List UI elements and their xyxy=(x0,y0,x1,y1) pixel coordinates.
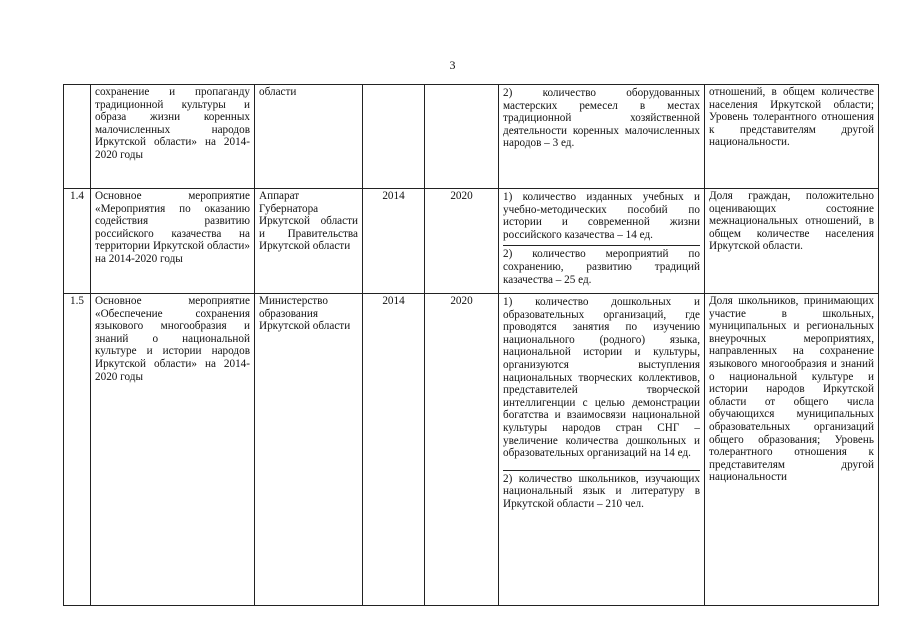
target-indicators: отношений, в общем количестве населения Иркутской области; Уровень толерантного отношения к представителям другой национальности. xyxy=(705,85,879,189)
expected-results xyxy=(499,85,705,189)
page-number: 3 xyxy=(449,58,456,72)
year-end xyxy=(425,85,499,189)
table-row xyxy=(64,85,879,189)
target-indicators: Доля граждан, положительно оценивающих состояние межнациональных отношений, в общем количестве населения Иркутской области. xyxy=(705,189,879,294)
result-item: 2) количество мероприятий по сохранению, развитию традиций казачества – 25 ед. xyxy=(503,245,700,288)
row-number: 1.5 xyxy=(64,294,91,606)
target-indicators: Доля школьников, принимающих участие в школьных, муниципальных и региональных внеурочных мероприятиях, направленных на сохранение языкового многообразия и знаний о национальной культуре и истории народов Иркутской области от общего числа обучающихся муниципальных образовательных организаций общего образования; Уровень толерантного отношения к представителям другой национальности xyxy=(705,294,879,606)
program-table xyxy=(63,84,879,606)
measure-name: Основное мероприятие «Обеспечение сохранения языкового многообразия и знаний о национальной культуре и истории народов Иркутской области» на 2014-2020 годы xyxy=(91,294,255,606)
year-start: 2014 xyxy=(363,294,425,606)
executor: области xyxy=(255,85,363,189)
table-row xyxy=(64,294,879,606)
year-end: 2020 xyxy=(425,189,499,294)
year-start: 2014 xyxy=(363,189,425,294)
row-number: 1.4 xyxy=(64,189,91,294)
measure-name: Основное мероприятие «Мероприятия по оказанию содействия развитию российского казачества на территории Иркутской области» на 2014-2020 годы xyxy=(91,189,255,294)
measure-name: сохранение и пропаганду традиционной культуры и образа жизни коренных малочисленных народов Иркутской области» на 2014-2020 годы xyxy=(91,85,255,189)
result-item: 1) количество изданных учебных и учебно-методических пособий по истории и современной жизни российского казачества – 14 ед. xyxy=(503,191,700,241)
result-item: 1) количество дошкольных и образовательных организаций, где проводятся занятия по изучению национального (родного) языка, национальной истории и культуры, организуются выступления национальных творческих коллективов, представителей творческой интеллигенции с целью демонстрации богатства и взаимосвязи национальной культуры народов стран СНГ – увеличение количества дошкольных и образовательных организаций на 14 ед. xyxy=(503,296,700,460)
year-start xyxy=(363,85,425,189)
executor: Министерство образования Иркутской области xyxy=(255,294,363,606)
result-item: 2) количество оборудованных мастерских ремесел в местах традиционной хозяйственной деятельности коренных малочисленных народов – 3 ед. xyxy=(503,87,700,150)
year-end: 2020 xyxy=(425,294,499,606)
expected-results xyxy=(499,294,705,606)
row-number xyxy=(64,85,91,189)
table-row xyxy=(64,189,879,294)
executor: Аппарат Губернатора Иркутской области и Правительства Иркутской области xyxy=(255,189,363,294)
result-item: 2) количество школьников, изучающих национальный язык и литературу в Иркутской области – 210 чел. xyxy=(503,470,700,513)
expected-results xyxy=(499,189,705,294)
